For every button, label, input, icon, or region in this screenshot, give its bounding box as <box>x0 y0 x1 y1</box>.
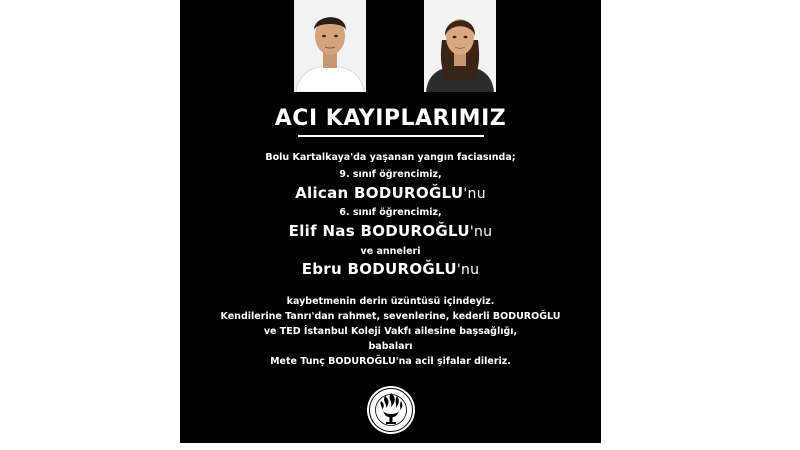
closing-line-4: babaları <box>368 341 413 352</box>
person2-name-line <box>180 222 601 240</box>
ted-istanbul-logo <box>366 385 416 435</box>
person2-suffix: 'nu <box>469 224 493 240</box>
person3-name-line <box>180 260 601 278</box>
condolence-poster <box>180 0 601 443</box>
portrait-photo-boy <box>294 0 366 92</box>
poster-title: ACI KAYIPLARIMIZ <box>274 106 507 131</box>
person3-suffix: 'nu <box>456 262 480 278</box>
closing-line-2: Kendilerine Tanrı'dan rahmet, sevenlerine, kederli BODUROĞLU <box>220 311 561 322</box>
person1-suffix: 'nu <box>463 186 486 202</box>
closing-line-1: kaybetmenin derin üzüntüsü içindeyiz. <box>286 296 495 307</box>
person1-name: Alican BODUROĞLU <box>295 184 464 202</box>
title-underline <box>298 135 484 137</box>
intro-text: Bolu Kartalkaya'da yaşanan yangın faciasında; <box>265 152 516 163</box>
person2-role: 6. sınıf öğrencimiz, <box>339 207 442 218</box>
person1-role: 9. sınıf öğrencimiz, <box>339 169 442 180</box>
person1-name-line <box>180 184 601 202</box>
person3-role: ve anneleri <box>360 246 421 257</box>
closing-line-5: Mete Tunç BODUROĞLU'na acil şifalar dileriz. <box>270 356 511 367</box>
closing-line-3: ve TED İstanbul Koleji Vakfı ailesine başsağlığı, <box>263 326 518 337</box>
portrait-photo-girl <box>424 0 496 92</box>
person2-name: Elif Nas BODUROĞLU <box>288 222 470 240</box>
person3-name: Ebru BODUROĞLU <box>301 260 457 278</box>
